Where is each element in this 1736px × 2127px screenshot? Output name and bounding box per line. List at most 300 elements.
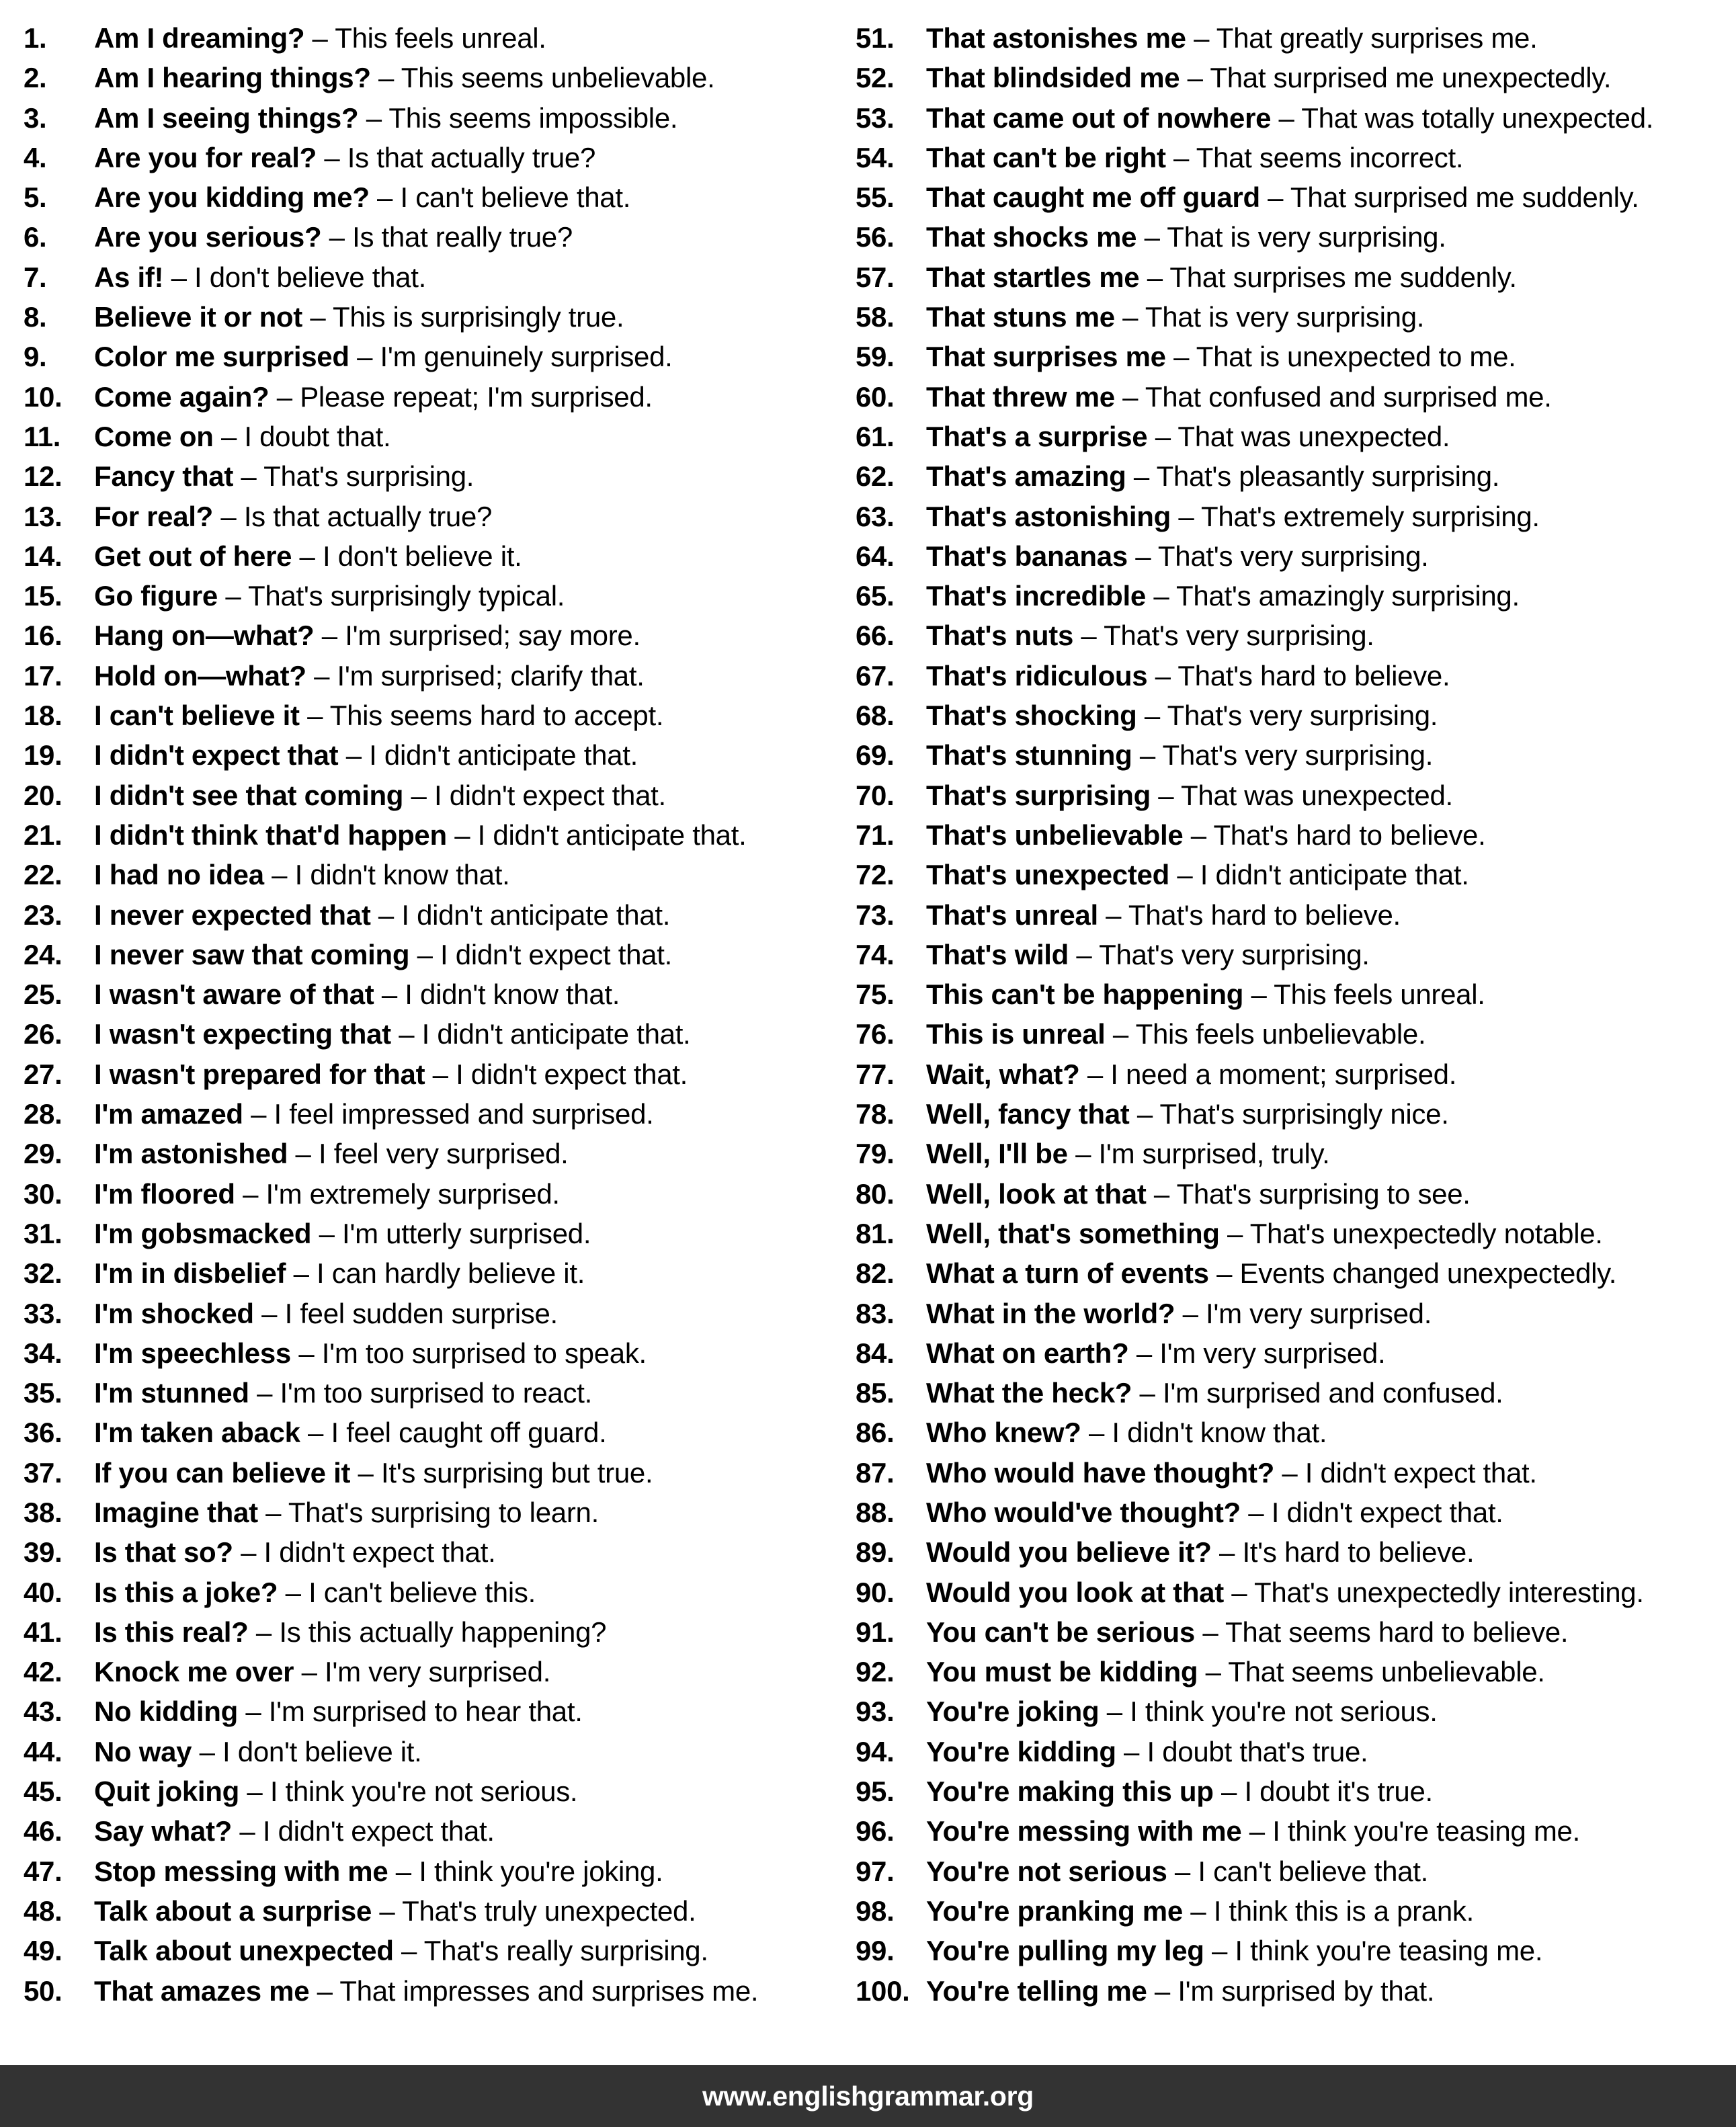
item-separator: –	[1241, 1815, 1273, 1847]
item-separator: –	[409, 938, 441, 970]
item-separator: –	[1127, 540, 1158, 572]
item-text	[926, 1732, 1368, 1771]
item-text	[926, 536, 1429, 576]
item-number: 32.	[24, 1257, 63, 1290]
item-text	[926, 417, 1450, 456]
item-text	[94, 1094, 654, 1134]
item-number: 86.	[856, 1417, 895, 1449]
item-definition: I feel sudden surprise.	[284, 1297, 558, 1329]
item-text	[926, 1811, 1580, 1851]
item-definition: I'm too surprised to react.	[280, 1377, 592, 1409]
item-text	[94, 1014, 690, 1054]
list-item	[856, 1891, 1736, 1931]
item-phrase: That's amazing	[926, 460, 1126, 493]
item-text	[926, 297, 1424, 337]
item-definition: Is that actually true?	[243, 500, 493, 532]
item-phrase: What on earth?	[926, 1337, 1129, 1369]
item-text	[94, 1532, 495, 1572]
item-definition: I didn't expect that.	[263, 1536, 496, 1569]
item-phrase: I wasn't prepared for that	[94, 1058, 425, 1090]
item-text	[926, 1214, 1603, 1253]
item-phrase: That's stunning	[926, 739, 1132, 771]
list-item	[24, 1094, 856, 1134]
item-separator: –	[1073, 620, 1104, 652]
item-phrase: I wasn't expecting that	[94, 1018, 391, 1050]
item-text	[926, 1014, 1425, 1054]
item-definition: I'm very surprised.	[1206, 1297, 1432, 1329]
list-item	[856, 1054, 1736, 1094]
item-definition: I didn't expect that.	[1271, 1496, 1503, 1528]
item-number: 19.	[24, 739, 63, 771]
list-item	[856, 257, 1736, 297]
list-item	[24, 974, 856, 1014]
list-item	[856, 536, 1736, 576]
item-text	[94, 417, 390, 456]
item-number: 82.	[856, 1257, 895, 1290]
list-item	[856, 815, 1736, 855]
item-phrase: Stop messing with me	[94, 1855, 388, 1887]
item-separator: –	[257, 1496, 288, 1528]
item-text	[94, 98, 677, 138]
item-text	[926, 616, 1374, 655]
list-item	[856, 735, 1736, 775]
item-text	[926, 98, 1653, 138]
item-text	[94, 1931, 708, 1970]
item-text	[94, 1811, 495, 1851]
item-text	[94, 1373, 592, 1413]
item-phrase: Am I seeing things?	[94, 101, 359, 134]
item-phrase: Get out of here	[94, 540, 292, 572]
item-number: 28.	[24, 1098, 63, 1130]
list-item	[856, 616, 1736, 655]
item-phrase: You must be kidding	[926, 1656, 1198, 1688]
item-definition: This seems hard to accept.	[329, 700, 664, 732]
item-text	[926, 138, 1463, 177]
item-phrase: Are you for real?	[94, 141, 317, 173]
item-separator: –	[1223, 1576, 1254, 1608]
item-phrase: Am I dreaming?	[94, 22, 305, 54]
item-number: 38.	[24, 1496, 63, 1528]
item-phrase: Who would've thought?	[926, 1496, 1241, 1528]
item-phrase: That's unreal	[926, 899, 1098, 931]
list-item	[24, 935, 856, 974]
item-phrase: I can't believe it	[94, 700, 300, 732]
item-phrase: Would you believe it?	[926, 1536, 1212, 1569]
item-definition: That's unexpectedly interesting.	[1253, 1576, 1644, 1608]
item-text	[926, 58, 1611, 97]
item-definition: I feel very surprised.	[318, 1138, 569, 1170]
list-item	[856, 1294, 1736, 1333]
item-definition: That is very surprising.	[1167, 221, 1446, 253]
item-separator: –	[192, 1735, 223, 1767]
item-definition: I think you're not serious.	[1130, 1696, 1438, 1728]
item-text	[926, 1333, 1385, 1373]
item-phrase: If you can believe it	[94, 1456, 351, 1489]
item-separator: –	[1114, 301, 1145, 333]
item-number: 79.	[856, 1138, 895, 1170]
item-number: 58.	[856, 301, 895, 333]
item-text	[94, 1134, 569, 1173]
item-text	[94, 1851, 663, 1891]
item-phrase: That's a surprise	[926, 420, 1148, 452]
item-definition: This feels unreal.	[335, 22, 546, 54]
list-item	[24, 18, 856, 58]
item-separator: –	[425, 1058, 456, 1090]
item-definition: That's surprising to learn.	[288, 1496, 599, 1528]
item-text	[94, 1652, 550, 1692]
list-item	[24, 1652, 856, 1692]
item-phrase: You're joking	[926, 1696, 1100, 1728]
list-item	[856, 974, 1736, 1014]
list-item	[856, 1174, 1736, 1214]
item-definition: I'm surprised by that.	[1177, 1974, 1435, 2007]
list-item	[856, 217, 1736, 257]
item-separator: –	[1165, 341, 1196, 373]
item-number: 68.	[856, 700, 895, 732]
item-separator: –	[372, 1894, 403, 1927]
item-phrase: You're telling me	[926, 1974, 1147, 2007]
item-text	[94, 1453, 653, 1493]
item-phrase: That stuns me	[926, 301, 1115, 333]
item-text	[926, 1174, 1471, 1214]
item-definition: I think you're joking.	[419, 1855, 663, 1887]
item-separator: –	[1098, 899, 1128, 931]
item-number: 14.	[24, 540, 63, 572]
item-definition: That greatly surprises me.	[1216, 22, 1538, 54]
item-number: 18.	[24, 700, 63, 732]
item-definition: That's unexpectedly notable.	[1249, 1217, 1603, 1249]
item-text	[94, 1771, 577, 1811]
item-number: 59.	[856, 341, 895, 373]
item-number: 80.	[856, 1177, 895, 1210]
item-phrase: I didn't think that'd happen	[94, 819, 447, 851]
item-separator: –	[1167, 1855, 1198, 1887]
item-separator: –	[374, 978, 405, 1011]
item-definition: That was unexpected.	[1177, 420, 1450, 452]
item-text	[926, 1612, 1568, 1652]
item-definition: I didn't anticipate that.	[1200, 859, 1469, 891]
item-number: 50.	[24, 1974, 63, 2007]
list-item	[856, 1931, 1736, 1970]
item-number: 61.	[856, 420, 895, 452]
item-separator: –	[1145, 580, 1177, 612]
list-item	[24, 1134, 856, 1173]
item-definition: That was totally unexpected.	[1301, 101, 1654, 134]
item-number: 97.	[856, 1855, 895, 1887]
item-phrase: Come on	[94, 420, 214, 452]
item-phrase: Color me surprised	[94, 341, 349, 373]
list-item	[856, 776, 1736, 815]
list-item	[24, 1732, 856, 1771]
item-number: 89.	[856, 1536, 895, 1569]
item-definition: That surprised me suddenly.	[1290, 181, 1639, 214]
item-number: 81.	[856, 1217, 895, 1249]
item-separator: –	[1243, 978, 1274, 1011]
item-phrase: That surprises me	[926, 341, 1166, 373]
item-text	[94, 1573, 536, 1612]
item-text	[926, 1054, 1456, 1094]
list-item	[24, 1771, 856, 1811]
item-separator: –	[1079, 1058, 1111, 1090]
item-separator: –	[1081, 1417, 1112, 1449]
item-phrase: You're messing with me	[926, 1815, 1242, 1847]
item-text	[94, 1413, 606, 1452]
list-item	[24, 1413, 856, 1452]
item-separator: –	[1198, 1656, 1229, 1688]
item-definition: Events changed unexpectedly.	[1239, 1257, 1617, 1290]
list-item	[856, 696, 1736, 735]
list-item	[24, 656, 856, 696]
item-phrase: That threw me	[926, 380, 1115, 413]
item-definition: That surprised me unexpectedly.	[1210, 62, 1612, 94]
item-phrase: What a turn of events	[926, 1257, 1209, 1290]
item-definition: I didn't expect that.	[262, 1815, 495, 1847]
item-text	[926, 656, 1450, 696]
item-separator: –	[233, 1536, 264, 1569]
item-separator: –	[288, 1138, 319, 1170]
item-text	[926, 1971, 1434, 2011]
item-phrase: I never expected that	[94, 899, 371, 931]
item-separator: –	[1114, 380, 1145, 413]
item-definition: Is that actually true?	[347, 141, 596, 173]
item-phrase: I'm floored	[94, 1177, 235, 1210]
item-definition: That's surprising.	[263, 460, 474, 493]
item-text	[926, 1931, 1542, 1970]
item-definition: I'm surprised and confused.	[1162, 1377, 1503, 1409]
list-item	[24, 98, 856, 138]
item-number: 44.	[24, 1735, 63, 1767]
item-definition: It's hard to believe.	[1242, 1536, 1475, 1569]
item-text	[94, 58, 714, 97]
item-separator: –	[1211, 1536, 1243, 1569]
item-separator: –	[1175, 1297, 1206, 1329]
footer-url: www.englishgrammar.org	[702, 2080, 1034, 2112]
item-phrase: Is this real?	[94, 1616, 249, 1648]
item-separator: –	[1219, 1217, 1250, 1249]
item-phrase: I never saw that coming	[94, 938, 410, 970]
item-number: 8.	[24, 301, 47, 333]
item-number: 53.	[856, 101, 895, 134]
list-item	[856, 18, 1736, 58]
item-phrase: Well, that's something	[926, 1217, 1220, 1249]
item-phrase: You're pranking me	[926, 1894, 1183, 1927]
list-item	[856, 1253, 1736, 1293]
item-phrase: That's unexpected	[926, 859, 1169, 891]
item-separator: –	[314, 620, 345, 652]
list-item	[24, 616, 856, 655]
item-number: 21.	[24, 819, 63, 851]
item-definition: This is surprisingly true.	[333, 301, 624, 333]
item-number: 22.	[24, 859, 63, 891]
item-separator: –	[1274, 1456, 1305, 1489]
item-number: 52.	[856, 62, 895, 94]
item-number: 62.	[856, 460, 895, 493]
item-definition: I think you're teasing me.	[1272, 1815, 1580, 1847]
item-text	[94, 1333, 647, 1373]
item-text	[94, 536, 522, 576]
item-number: 10.	[24, 380, 63, 413]
item-phrase: Talk about unexpected	[94, 1935, 394, 1967]
list-item	[856, 337, 1736, 376]
list-item	[856, 1453, 1736, 1493]
item-definition: I think this is a prank.	[1213, 1894, 1474, 1927]
item-separator: –	[1180, 62, 1210, 94]
item-definition: I didn't anticipate that.	[369, 739, 638, 771]
item-text	[94, 935, 672, 974]
item-number: 6.	[24, 221, 47, 253]
list-column-right	[856, 18, 1736, 2011]
item-text	[926, 1532, 1474, 1572]
item-separator: –	[300, 1417, 331, 1449]
list-item	[24, 297, 856, 337]
item-number: 73.	[856, 899, 895, 931]
item-separator: –	[239, 1776, 270, 1808]
item-definition: I'm extremely surprised.	[265, 1177, 560, 1210]
item-phrase: Is that so?	[94, 1536, 233, 1569]
item-phrase: That's ridiculous	[926, 659, 1148, 692]
list-item	[856, 1732, 1736, 1771]
item-separator: –	[269, 380, 300, 413]
item-number: 43.	[24, 1696, 63, 1728]
item-number: 100.	[856, 1974, 910, 2007]
item-number: 26.	[24, 1018, 63, 1050]
item-text	[926, 1652, 1545, 1692]
list-item	[24, 1573, 856, 1612]
item-separator: –	[232, 1815, 263, 1847]
item-definition: I doubt that's true.	[1147, 1735, 1368, 1767]
item-text	[926, 1253, 1616, 1293]
item-phrase: This can't be happening	[926, 978, 1244, 1011]
item-phrase: That's unbelievable	[926, 819, 1184, 851]
item-phrase: That's surprising	[926, 779, 1151, 811]
item-number: 1.	[24, 22, 47, 54]
item-definition: I didn't anticipate that.	[401, 899, 671, 931]
item-separator: –	[1126, 460, 1157, 493]
item-text	[926, 1413, 1327, 1452]
item-separator: –	[1139, 261, 1170, 293]
item-number: 51.	[856, 22, 895, 54]
item-number: 4.	[24, 141, 47, 173]
item-number: 95.	[856, 1776, 895, 1808]
item-number: 65.	[856, 580, 895, 612]
item-phrase: That astonishes me	[926, 22, 1186, 54]
item-phrase: That shocks me	[926, 221, 1137, 253]
list-item	[24, 1174, 856, 1214]
item-number: 25.	[24, 978, 63, 1011]
item-phrase: That's shocking	[926, 700, 1137, 732]
item-definition: I don't believe it.	[322, 540, 522, 572]
item-definition: That impresses and surprises me.	[339, 1974, 759, 2007]
item-text	[94, 377, 653, 417]
item-phrase: Who knew?	[926, 1417, 1081, 1449]
list-item	[856, 1851, 1736, 1891]
item-text	[926, 18, 1537, 58]
item-definition: I can hardly believe it.	[317, 1257, 585, 1290]
item-separator: –	[369, 181, 401, 214]
item-text	[94, 576, 565, 616]
list-item	[24, 1811, 856, 1851]
item-number: 34.	[24, 1337, 63, 1369]
item-number: 23.	[24, 899, 63, 931]
item-separator: –	[1128, 1337, 1160, 1369]
item-phrase: I'm gobsmacked	[94, 1217, 312, 1249]
item-number: 69.	[856, 739, 895, 771]
list-item	[856, 855, 1736, 894]
item-text	[94, 815, 746, 855]
item-number: 91.	[856, 1616, 895, 1648]
item-number: 42.	[24, 1656, 63, 1688]
item-number: 31.	[24, 1217, 63, 1249]
item-phrase: Come again?	[94, 380, 270, 413]
item-phrase: That's nuts	[926, 620, 1074, 652]
item-text	[926, 1134, 1330, 1173]
item-phrase: Am I hearing things?	[94, 62, 371, 94]
item-number: 63.	[856, 500, 895, 532]
item-number: 83.	[856, 1297, 895, 1329]
item-text	[94, 1612, 606, 1652]
item-number: 96.	[856, 1815, 895, 1847]
item-number: 41.	[24, 1616, 63, 1648]
item-definition: That was unexpected.	[1180, 779, 1453, 811]
item-separator: –	[1147, 1974, 1178, 2007]
item-separator: –	[321, 221, 353, 253]
list-item	[24, 1971, 856, 2011]
list-item	[856, 98, 1736, 138]
item-separator: –	[1186, 22, 1216, 54]
list-item	[856, 377, 1736, 417]
list-item	[856, 1094, 1736, 1134]
list-item	[24, 815, 856, 855]
item-text	[926, 576, 1520, 616]
item-phrase: Wait, what?	[926, 1058, 1080, 1090]
list-item	[24, 417, 856, 456]
item-number: 94.	[856, 1735, 895, 1767]
item-text	[94, 456, 474, 496]
item-number: 7.	[24, 261, 47, 293]
list-item	[856, 1573, 1736, 1612]
item-definition: That's pleasantly surprising.	[1156, 460, 1500, 493]
item-definition: I can't believe that.	[1198, 1855, 1428, 1887]
item-phrase: Who would have thought?	[926, 1456, 1274, 1489]
item-definition: That's surprisingly typical.	[248, 580, 565, 612]
item-phrase: I didn't expect that	[94, 739, 339, 771]
list-item	[24, 177, 856, 217]
item-definition: I don't believe it.	[222, 1735, 422, 1767]
list-item	[856, 58, 1736, 97]
item-phrase: That came out of nowhere	[926, 101, 1272, 134]
list-item	[24, 217, 856, 257]
item-separator: –	[370, 62, 401, 94]
item-phrase: You're not serious	[926, 1855, 1167, 1887]
item-number: 71.	[856, 819, 895, 851]
item-separator: –	[309, 1974, 340, 2007]
list-item	[24, 1253, 856, 1293]
list-item	[24, 576, 856, 616]
item-phrase: Hold on—what?	[94, 659, 306, 692]
item-definition: This feels unbelievable.	[1135, 1018, 1426, 1050]
list-column-left	[24, 18, 856, 2011]
item-separator: –	[235, 1177, 266, 1210]
list-item	[24, 1054, 856, 1094]
list-item	[856, 417, 1736, 456]
item-number: 98.	[856, 1894, 895, 1927]
item-number: 54.	[856, 141, 895, 173]
item-number: 56.	[856, 221, 895, 253]
item-number: 33.	[24, 1297, 63, 1329]
item-text	[926, 177, 1639, 217]
item-definition: I didn't expect that.	[1305, 1456, 1537, 1489]
item-text	[94, 696, 663, 735]
